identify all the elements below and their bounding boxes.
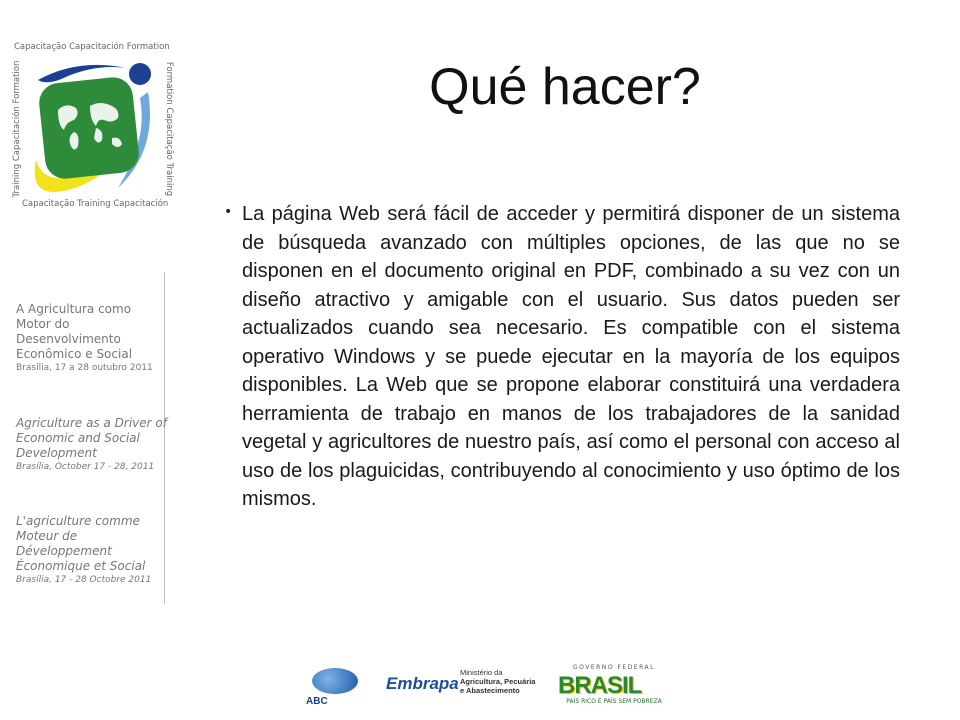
event-line: Économique et Social <box>16 559 146 573</box>
logo-ring-right-text: Formation Capacitação Training <box>164 61 174 197</box>
sidebar <box>0 0 174 620</box>
logo-ring-top-text: Capacitação Capacitación Formation <box>14 42 170 52</box>
event-date: Brasília, 17 - 28 Octobre 2011 <box>16 575 152 585</box>
governo-brasil-logo <box>556 664 672 706</box>
abc-label: ABC <box>306 696 328 707</box>
globe-logo-icon <box>8 40 172 216</box>
bullet-text: La página Web será fácil de acceder y permitirá disponer de un sistema de búsqueda avanzado con múltiples opciones, de las que no se disponen en el documento original en PDF, combinado a su vez con un diseño atractivo y amigable con el usuario. Sus datos pueden ser actualizados cuando sea necesario. Es compatible con el sistema operativo Windows y se puede ejecutar en la mayoría de los equipos disponibles. La Web que se propone elaborar constituirá una verdadera herramienta de trabajo en manos de los trabajadores de la sanidad vegetal y agricultores de nuestro país, así como el personal con acceso al uso de los plaguicidas, contribuyendo al conocimiento y uso óptimo de los mismos. <box>242 203 900 510</box>
event-line: Economic and Social <box>16 431 140 445</box>
event-line: Moteur de Développement <box>16 529 112 558</box>
event-line: Desenvolvimento <box>16 332 121 346</box>
event-date: Brasília, October 17 - 28, 2011 <box>16 462 155 472</box>
event-portuguese <box>16 302 153 374</box>
event-line: Motor do <box>16 317 70 331</box>
embrapa-logo: Embrapa <box>386 674 459 693</box>
slide-content <box>224 200 900 514</box>
event-line: A Agricultura como <box>16 302 132 316</box>
ministerio-logo <box>460 668 540 695</box>
bullet-icon: • <box>224 204 233 220</box>
event-line: Econômico e Social <box>16 347 133 361</box>
event-line: Agriculture as a Driver of <box>16 416 167 430</box>
abc-logo <box>306 666 362 708</box>
event-date: Brasília, 17 a 28 outubro 2011 <box>16 363 153 373</box>
bullet-item <box>224 200 900 514</box>
slide-title: Qué hacer? <box>429 58 701 116</box>
gov-slogan: PAÍS RICO É PAÍS SEM POBREZA <box>566 698 662 705</box>
ministerio-line: Ministério da <box>460 668 503 677</box>
training-logo <box>8 40 172 216</box>
gov-top-label: GOVERNO FEDERAL <box>573 664 655 671</box>
ministerio-line: Agricultura, Pecuária <box>460 677 536 686</box>
ministerio-line: e Abastecimento <box>460 686 520 695</box>
globe-icon <box>312 668 358 694</box>
logo-ring-left-text: Training Capacitación Formation <box>12 60 22 198</box>
event-line: L'agriculture comme <box>16 514 140 528</box>
event-line: Development <box>16 446 97 460</box>
event-english <box>16 416 167 473</box>
footer-logos <box>300 660 680 710</box>
logo-ring-bottom-text: Capacitação Training Capacitación <box>22 199 169 209</box>
gov-brasil-word: BRASIL <box>558 672 642 699</box>
event-french <box>16 514 170 586</box>
